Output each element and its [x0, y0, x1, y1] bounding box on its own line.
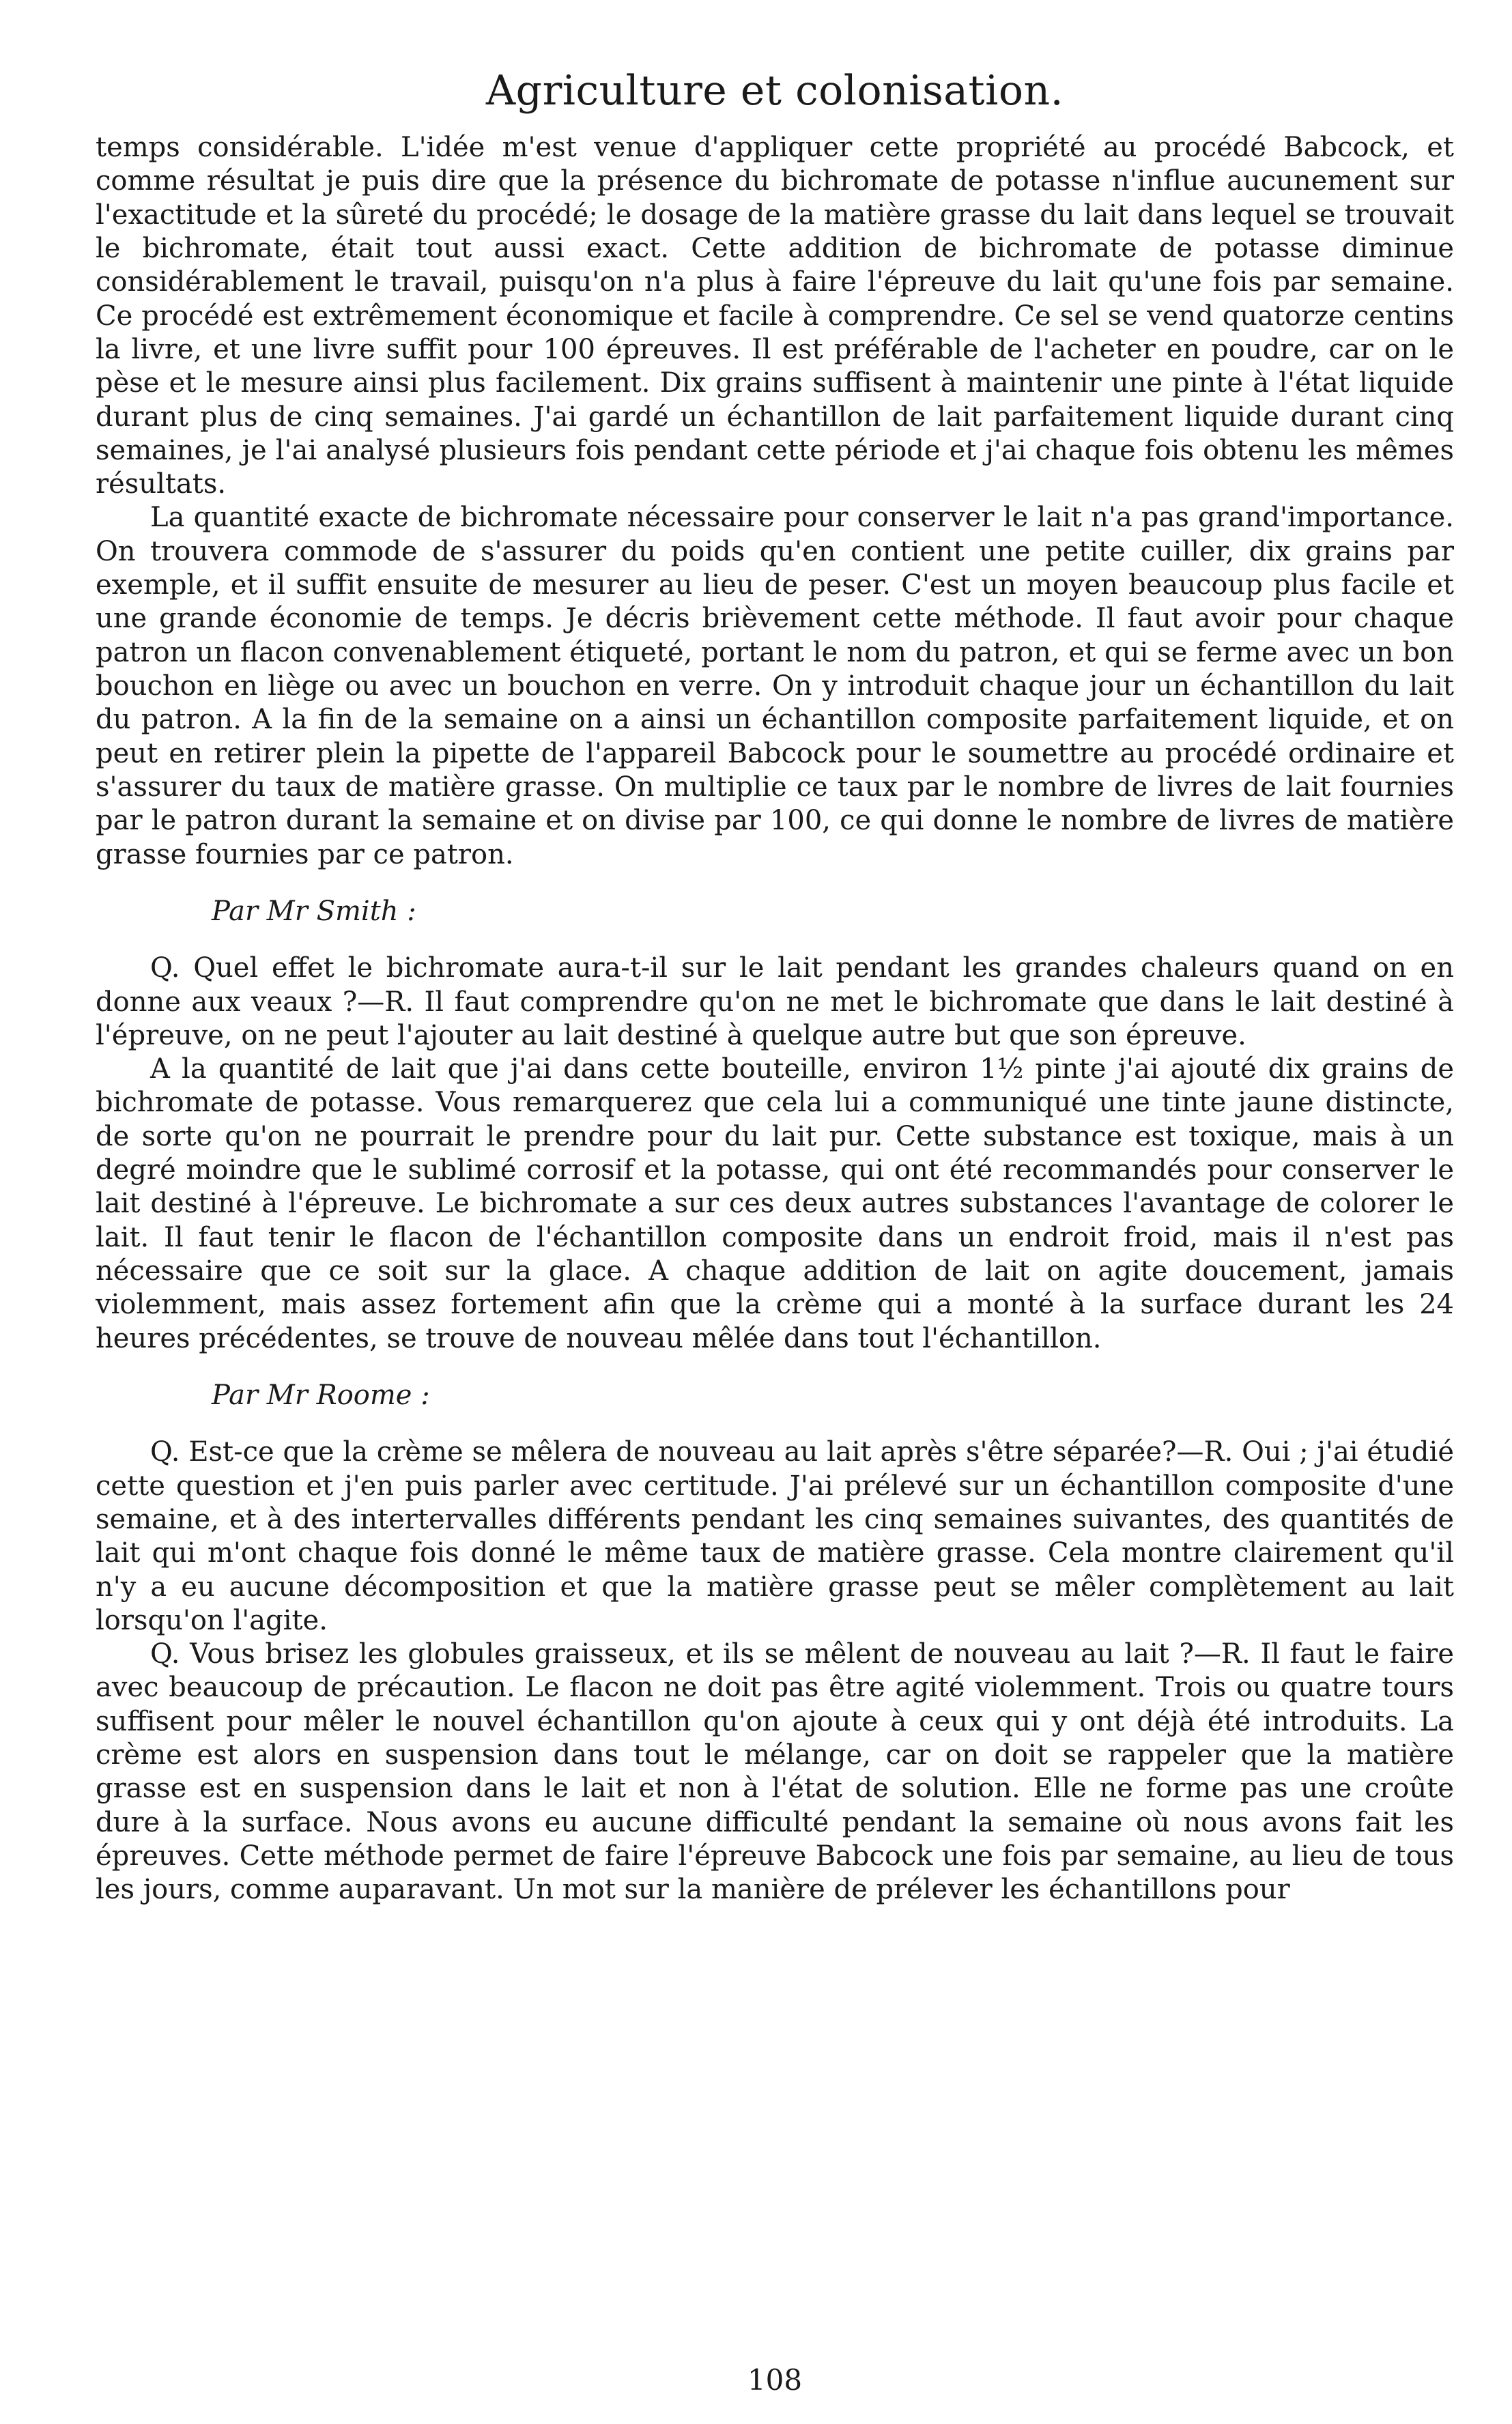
- paragraph-4: A la quantité de lait que j'ai dans cette bouteille, environ 1½ pinte j'ai ajouté dix grains de bichromate de potasse. Vous remarquerez que cela lui a communiqué une tinte jaune distincte, de sorte qu'on ne pourrait le prendre pour du lait pur. Cette substance est toxique, mais à un degré moindre que le sublimé corrosif et la potasse, qui ont été recommandés pour conserver le lait destiné à l'épreuve. Le bichromate a sur ces deux autres substances l'avantage de colorer le lait. Il faut tenir le flacon de l'échantillon composite dans un endroit froid, mais il n'est pas nécessaire que ce soit sur la glace. A chaque addition de lait on agite doucement, jamais violemment, mais assez fortement afin que la crème qui a monté à la surface durant les 24 heures précédentes, se trouve de nouveau mêlée dans tout l'échantillon.: [96, 1053, 1454, 1354]
- speaker-heading-smith: Par Mr Smith :: [212, 895, 416, 927]
- speaker-heading-roome: Par Mr Roome :: [212, 1379, 430, 1411]
- paragraph-1: temps considérable. L'idée m'est venue d'appliquer cette propriété au procédé Babcock, et comme résultat je puis dire que la présence du bichromate de potasse n'influe aucunement sur l'exactitude et la sûreté du procédé; le dosage de la matière grasse du lait dans lequel se trouvait le bichromate, était tout aussi exact. Cette addition de bichromate de potasse diminue considérablement le travail, puisqu'on n'a plus à faire l'épreuve du lait qu'une fois par semaine. Ce procédé est extrêmement économique et facile à comprendre. Ce sel se vend quatorze centins la livre, et une livre suffit pour 100 épreuves. Il est préférable de l'acheter en poudre, car on le pèse et le mesure ainsi plus facilement. Dix grains suffisent à maintenir une pinte à l'état liquide durant plus de cinq semaines. J'ai gardé un échantillon de lait parfaitement liquide durant cinq semaines, je l'ai analysé plusieurs fois pendant cette période et j'ai chaque fois obtenu les mêmes résultats.: [96, 132, 1454, 500]
- paragraph-2: La quantité exacte de bichromate nécessaire pour conserver le lait n'a pas grand'importance. On trouvera commode de s'assurer du poids qu'en contient une petite cuiller, dix grains par exemple, et il suffit ensuite de mesurer au lieu de peser. C'est un moyen beaucoup plus facile et une grande économie de temps. Je décris brièvement cette méthode. Il faut avoir pour chaque patron un flacon convenablement étiqueté, portant le nom du patron, et qui se ferme avec un bon bouchon en liège ou avec un bouchon en verre. On y introduit chaque jour un échantillon du lait du patron. A la fin de la semaine on a ainsi un échantillon composite parfaitement liquide, et on peut en retirer plein la pipette de l'appareil Babcock pour le soumettre au procédé ordinaire et s'assurer du taux de matière grasse. On multiplie ce taux par le nombre de livres de lait fournies par le patron durant la semaine et on divise par 100, ce qui donne le nombre de livres de matière grasse fournies par ce patron.: [96, 502, 1454, 870]
- paragraph-6: Q. Vous brisez les globules graisseux, et ils se mêlent de nouveau au lait ?—R. Il faut le faire avec beaucoup de précaution. Le flacon ne doit pas être agité violemment. Trois ou quatre tours suffisent pour mêler le nouvel échantillon qu'on ajoute à ceux qui y ont déjà été introduits. La crème est alors en suspension dans tout le mélange, car on doit se rappeler que la matière grasse est en suspension dans le lait et non à l'état de solution. Elle ne forme pas une croûte dure à la surface. Nous avons eu aucune difficulté pendant la semaine où nous avons fait les épreuves. Cette méthode permet de faire l'épreuve Babcock une fois par semaine, au lieu de tous les jours, comme auparavant. Un mot sur la manière de prélever les échantillons pour: [96, 1638, 1454, 1906]
- running-title: Agriculture et colonisation.: [485, 67, 1064, 115]
- page-number: 108: [747, 2363, 803, 2397]
- paragraph-3: Q. Quel effet le bichromate aura-t-il sur le lait pendant les grandes chaleurs quand on en donne aux veaux ?—R. Il faut comprendre qu'on ne met le bichromate que dans le lait destiné à l'épreuve, on ne peut l'ajouter au lait destiné à quelque autre but que son épreuve.: [96, 952, 1454, 1051]
- paragraph-5: Q. Est-ce que la crème se mêlera de nouveau au lait après s'être séparée?—R. Oui ; j'ai étudié cette question et j'en puis parler avec certitude. J'ai prélevé sur un échantillon composite d'une semaine, et à des intertervalles différents pendant les cinq semaines suivantes, des quantités de lait qui m'ont chaque fois donné le même taux de matière grasse. Cela montre clairement qu'il n'y a eu aucune décomposition et que la matière grasse peut se mêler complètement au lait lorsqu'on l'agite.: [96, 1436, 1454, 1636]
- document-page: [96, 67, 1454, 2397]
